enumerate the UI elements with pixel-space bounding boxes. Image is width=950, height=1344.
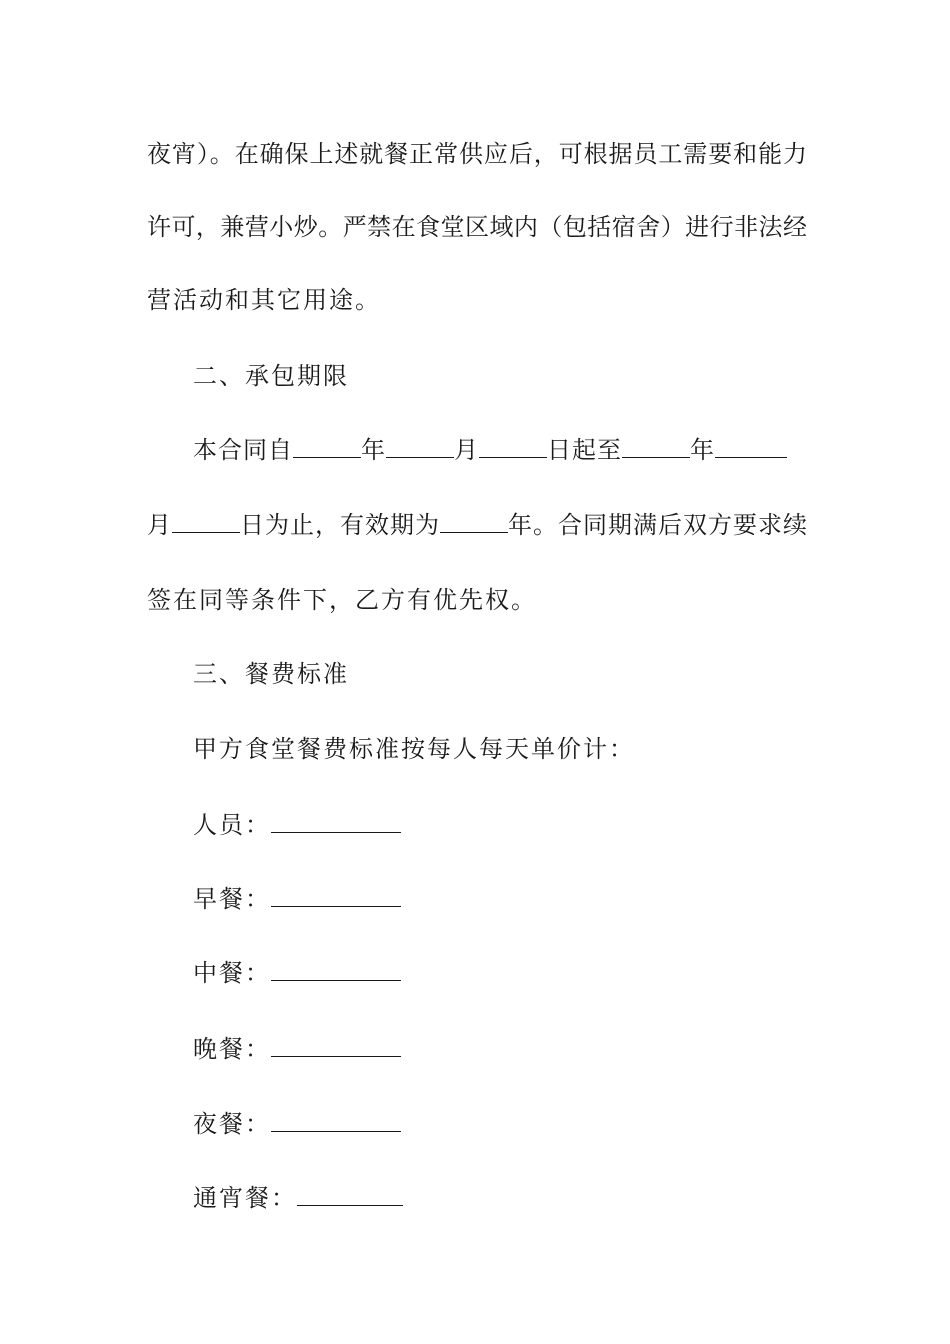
section-heading-term: 二、承包期限	[193, 362, 349, 390]
term-text: 月	[147, 511, 172, 539]
paragraph-line: 签在同等条件下，乙方有优先权。	[147, 586, 537, 614]
validity-years-blank[interactable]	[440, 510, 508, 533]
start-day-blank[interactable]	[479, 435, 547, 458]
fee-label: 人员：	[193, 811, 271, 839]
fee-label: 中餐：	[193, 959, 271, 987]
term-text: 年	[690, 436, 715, 464]
term-text: 日起至	[547, 436, 622, 464]
fee-item-dinner	[193, 1034, 807, 1064]
paragraph-line: 许可，兼营小炒。严禁在食堂区域内（包括宿舍）进行非法经	[147, 213, 807, 241]
section-heading-fees: 三、餐费标准	[193, 660, 349, 688]
fee-input-blank[interactable]	[271, 1034, 401, 1057]
fee-input-blank[interactable]	[297, 1183, 403, 1206]
start-month-blank[interactable]	[386, 435, 454, 458]
fee-item-lunch	[193, 958, 807, 988]
fee-input-blank[interactable]	[271, 1109, 401, 1132]
end-year-blank[interactable]	[622, 435, 690, 458]
fee-input-blank[interactable]	[271, 958, 401, 981]
contract-term-line-2	[147, 510, 807, 540]
fee-item-staff	[193, 810, 807, 840]
term-text: 月	[454, 436, 479, 464]
end-month-blank[interactable]	[715, 435, 787, 458]
term-text: 年。合同期满后双方要求续	[508, 511, 808, 539]
fee-label: 通宵餐：	[193, 1184, 297, 1212]
fee-item-overnight-meal	[193, 1183, 807, 1213]
fee-item-night-meal	[193, 1109, 807, 1139]
start-year-blank[interactable]	[293, 435, 361, 458]
fee-input-blank[interactable]	[271, 810, 401, 833]
term-text: 年	[361, 436, 386, 464]
fee-label: 早餐：	[193, 885, 271, 913]
paragraph-line: 营活动和其它用途。	[147, 286, 381, 314]
term-text: 本合同自	[193, 436, 293, 464]
contract-term-line-1	[193, 435, 807, 465]
fee-label: 晚餐：	[193, 1035, 271, 1063]
fee-input-blank[interactable]	[271, 884, 401, 907]
fee-intro: 甲方食堂餐费标准按每人每天单价计：	[193, 735, 635, 763]
fee-item-breakfast	[193, 884, 807, 914]
end-day-blank[interactable]	[172, 510, 240, 533]
fee-label: 夜餐：	[193, 1110, 271, 1138]
paragraph-line: 夜宵）。在确保上述就餐正常供应后，可根据员工需要和能力	[147, 140, 807, 168]
term-text: 日为止，有效期为	[240, 511, 440, 539]
